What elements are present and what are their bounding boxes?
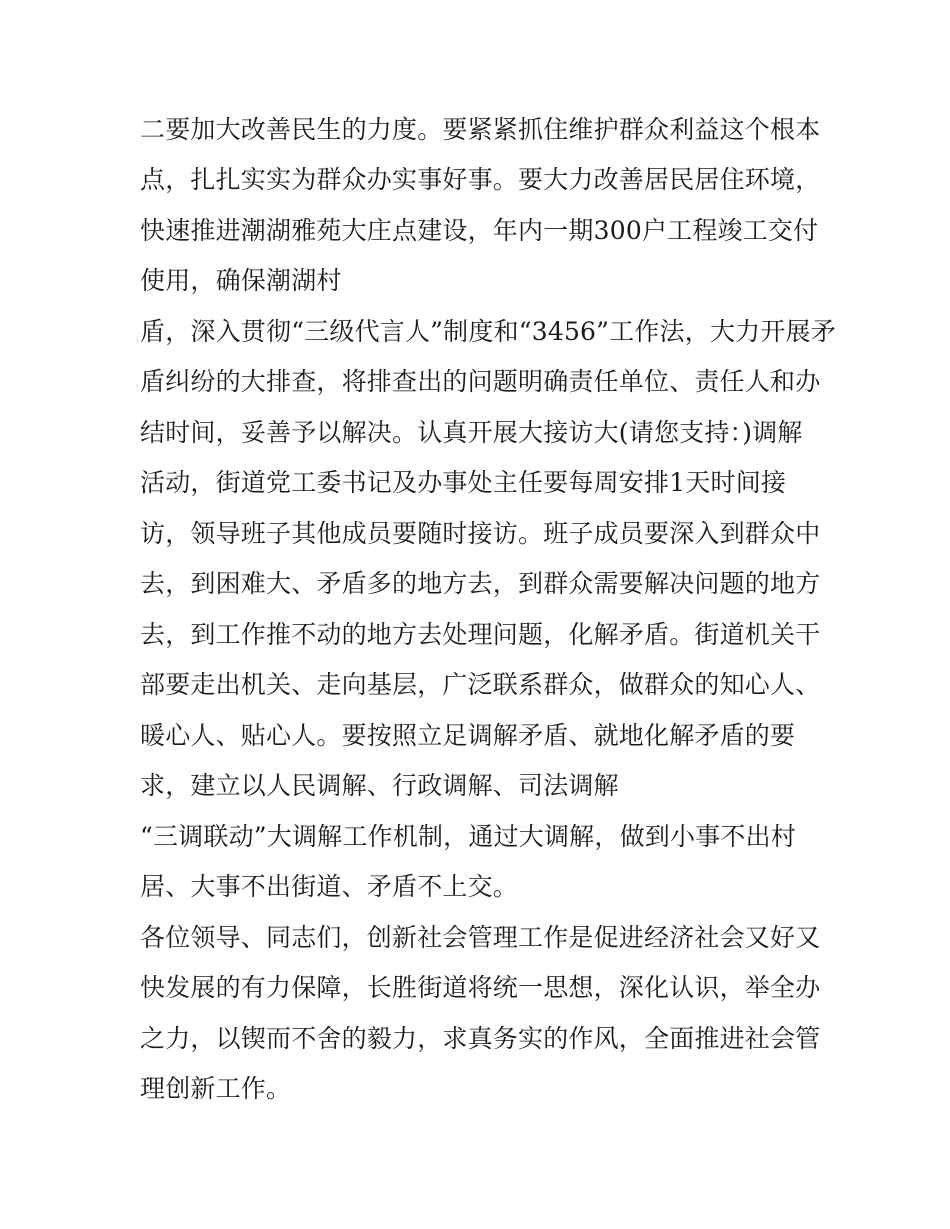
text-line: 部要走出机关、走向基层，广泛联系群众，做群众的知心人、 xyxy=(140,670,821,699)
text-line: 快发展的有力保障，长胜街道将统一思想，深化认识，举全办 xyxy=(140,973,821,1002)
text-line: 盾，深入贯彻“三级代言人”制度和“3456”工作法，大力开展矛 xyxy=(140,317,836,346)
text-line: 盾纠纷的大排查，将排查出的问题明确责任单位、责任人和办 xyxy=(140,367,821,396)
text-line: 访，领导班子其他成员要随时接访。班子成员要深入到群众中 xyxy=(140,519,821,548)
text-line: “三调联动”大调解工作机制，通过大调解，做到小事不出村 xyxy=(140,822,796,851)
text-line: 求，建立以人民调解、行政调解、司法调解 xyxy=(140,771,619,800)
text-line: 快速推进潮湖雅苑大庄点建设，年内一期300户工程竣工交付 xyxy=(140,216,819,245)
text-line: 去，到困难大、矛盾多的地方去，到群众需要解决问题的地方 xyxy=(140,569,821,598)
text-line: 理创新工作。 xyxy=(140,1074,292,1103)
text-line: 居、大事不出街道、矛盾不上交。 xyxy=(140,872,519,901)
text-line: 使用，确保潮湖村 xyxy=(140,266,342,295)
text-line: 活动，街道党工委书记及办事处主任要每周安排1天时间接 xyxy=(140,468,787,497)
text-line: 之力，以锲而不舍的毅力，求真务实的作风，全面推进社会管 xyxy=(140,1024,821,1053)
text-line: 二要加大改善民生的力度。要紧紧抓住维护群众利益这个根本 xyxy=(140,115,821,144)
text-line: 暖心人、贴心人。要按照立足调解矛盾、就地化解矛盾的要 xyxy=(140,721,796,750)
text-line: 去，到工作推不动的地方去处理问题，化解矛盾。街道机关干 xyxy=(140,620,821,649)
text-line: 结时间，妥善予以解决。认真开展大接访大(请您支持：)调解 xyxy=(140,418,803,447)
text-line: 点，扎扎实实为群众办实事好事。要大力改善居民居住环境， xyxy=(140,165,821,194)
text-line: 各位领导、同志们，创新社会管理工作是促进经济社会又好又 xyxy=(140,923,821,952)
